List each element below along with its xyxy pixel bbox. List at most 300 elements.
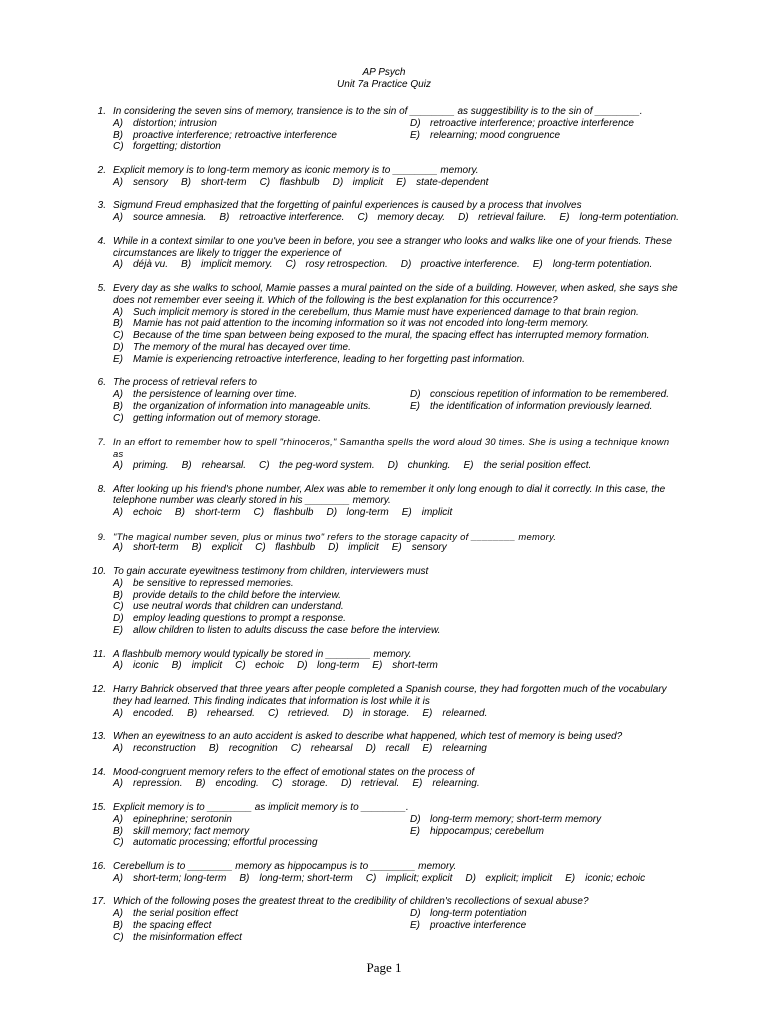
page-subtitle: Unit 7a Practice Quiz xyxy=(337,79,431,90)
option-text: the serial position effect xyxy=(133,908,239,920)
option-letter: D) xyxy=(387,459,399,471)
option-letter: D) xyxy=(458,212,469,224)
answer-option xyxy=(410,401,700,413)
question-item xyxy=(90,377,680,424)
question-item xyxy=(90,531,680,555)
option-text: use neutral words that children can understand. xyxy=(133,601,344,613)
option-letter: C) xyxy=(259,176,271,188)
option-text: implicit xyxy=(191,660,223,672)
answer-option xyxy=(396,177,488,188)
option-text: encoded. xyxy=(133,707,175,719)
option-letter: B) xyxy=(187,707,198,719)
option-letter: A) xyxy=(113,259,123,271)
question-number: 2. xyxy=(97,164,106,176)
option-letter: D) xyxy=(340,778,352,790)
answer-option xyxy=(328,542,379,553)
option-letter: B) xyxy=(239,872,250,884)
answer-option xyxy=(410,932,700,944)
answer-option xyxy=(113,318,680,330)
option-letter: B) xyxy=(113,919,123,931)
option-text: getting information out of memory storage. xyxy=(133,412,321,424)
page-header xyxy=(0,67,768,91)
option-text: employ leading questions to prompt a response. xyxy=(133,613,346,625)
answer-option xyxy=(113,307,680,319)
option-text: storage. xyxy=(291,778,328,790)
option-text: short-term xyxy=(392,660,438,672)
option-letter: C) xyxy=(235,660,246,672)
answer-option xyxy=(172,660,223,671)
option-text: retrieved. xyxy=(287,707,330,719)
question-number: 10. xyxy=(92,566,106,578)
answer-options xyxy=(90,743,680,755)
option-letter: A) xyxy=(113,176,123,188)
answer-option xyxy=(113,837,410,849)
option-text: retrieval. xyxy=(360,778,400,790)
answer-option xyxy=(365,743,409,754)
question-text: Cerebellum is to ________ memory as hippocampus is to ________ memory. xyxy=(113,861,457,872)
option-text: déjà vu. xyxy=(133,259,169,271)
answer-option xyxy=(113,908,410,920)
option-letter: E) xyxy=(565,872,576,884)
option-text: long-term potentiation xyxy=(430,908,527,920)
answer-option xyxy=(259,460,375,471)
option-letter: C) xyxy=(113,141,124,153)
answer-option xyxy=(113,354,680,366)
option-letter: E) xyxy=(412,778,423,790)
option-text: automatic processing; effortful processing xyxy=(133,837,318,849)
option-text: repression. xyxy=(133,778,183,790)
answer-option xyxy=(113,814,410,826)
option-text: The memory of the mural has decayed over time. xyxy=(133,341,351,353)
option-text: explicit; implicit xyxy=(485,872,553,884)
answer-option xyxy=(113,613,680,625)
question-stem xyxy=(90,165,680,177)
answer-option xyxy=(195,778,258,789)
answer-option xyxy=(465,873,552,884)
option-letter: B) xyxy=(181,176,192,188)
answer-option xyxy=(410,908,700,920)
answer-options xyxy=(90,660,680,672)
question-stem xyxy=(90,377,680,389)
answer-options xyxy=(90,542,680,554)
question-number: 1. xyxy=(97,106,106,117)
option-letter: E) xyxy=(422,707,433,719)
answer-option xyxy=(410,814,700,826)
option-text: skill memory; fact memory xyxy=(133,825,250,837)
option-text: short-term xyxy=(133,542,179,554)
option-letter: D) xyxy=(410,117,421,129)
option-text: hippocampus; cerebellum xyxy=(430,825,544,837)
answer-option xyxy=(392,542,447,553)
option-letter: B) xyxy=(181,459,192,471)
option-letter: A) xyxy=(113,778,123,790)
option-letter: E) xyxy=(113,353,123,365)
question-stem xyxy=(90,484,680,508)
option-letter: D) xyxy=(326,507,338,519)
option-letter: C) xyxy=(267,707,279,719)
answer-option xyxy=(235,660,284,671)
question-number: 17. xyxy=(92,896,106,908)
answer-option xyxy=(192,542,243,553)
answer-option xyxy=(412,778,479,789)
answer-option xyxy=(209,743,278,754)
option-text: relearning xyxy=(442,743,487,755)
option-text: provide details to the child before the interview. xyxy=(133,589,341,601)
option-text: sensory xyxy=(411,542,447,554)
answer-option xyxy=(402,507,453,518)
option-text: short-term; long-term xyxy=(133,872,227,884)
question-number: 4. xyxy=(97,235,106,247)
answer-option xyxy=(113,625,680,637)
option-text: rehearsal. xyxy=(201,459,247,471)
option-letter: A) xyxy=(113,707,123,719)
answer-option xyxy=(113,389,410,401)
question-text: Explicit memory is to long-term memory as iconic memory is to ________ memory. xyxy=(113,164,479,176)
question-item xyxy=(90,649,680,673)
answer-option xyxy=(113,460,169,471)
question-text: Explicit memory is to ________ as implicit memory is to ________. xyxy=(113,802,409,814)
option-text: rehearsal xyxy=(310,743,353,755)
option-letter: D) xyxy=(113,613,124,625)
option-letter: B) xyxy=(195,778,206,790)
question-stem xyxy=(90,283,680,307)
question-stem xyxy=(90,436,680,460)
option-text: reconstruction xyxy=(133,743,196,755)
option-text: short-term xyxy=(194,507,241,519)
answer-option xyxy=(410,920,700,932)
option-letter: C) xyxy=(255,542,266,554)
question-item xyxy=(90,200,680,224)
answer-option xyxy=(113,542,179,553)
answer-option xyxy=(113,660,159,671)
option-letter: A) xyxy=(113,813,123,825)
answer-option xyxy=(565,873,645,884)
option-letter: A) xyxy=(113,389,123,401)
option-letter: B) xyxy=(113,318,123,330)
option-letter: D) xyxy=(328,542,339,554)
answer-option xyxy=(181,259,272,270)
answer-option xyxy=(113,578,680,590)
option-text: retrieval failure. xyxy=(478,212,547,224)
answer-option xyxy=(272,778,328,789)
answer-option xyxy=(410,130,700,142)
answer-options xyxy=(90,259,680,271)
option-text: implicit xyxy=(352,176,384,188)
option-letter: A) xyxy=(113,577,123,589)
answer-option xyxy=(239,873,352,884)
option-letter: B) xyxy=(208,743,219,755)
option-letter: C) xyxy=(285,259,297,271)
question-item xyxy=(90,767,680,791)
answer-options xyxy=(90,389,680,424)
option-letter: D) xyxy=(465,872,476,884)
option-text: encoding. xyxy=(215,778,259,790)
answer-option xyxy=(533,259,653,270)
answer-option xyxy=(219,212,344,223)
option-text: the spacing effect xyxy=(133,919,212,931)
question-stem xyxy=(90,106,680,118)
answer-options xyxy=(90,873,680,885)
option-text: long-term memory; short-term memory xyxy=(430,813,602,825)
option-letter: C) xyxy=(259,459,270,471)
option-letter: E) xyxy=(532,259,543,271)
option-letter: A) xyxy=(113,459,123,471)
answer-option xyxy=(113,130,410,142)
option-text: iconic; echoic xyxy=(585,872,646,884)
answer-option xyxy=(410,118,700,130)
option-text: in storage. xyxy=(362,707,410,719)
option-letter: B) xyxy=(113,400,123,412)
option-letter: C) xyxy=(113,330,124,342)
option-letter: B) xyxy=(181,259,192,271)
answer-options xyxy=(90,507,680,519)
option-text: Mamie has not paid attention to the incoming information so it was not encoded into long-term memory. xyxy=(133,318,589,330)
answer-option xyxy=(113,342,680,354)
answer-option xyxy=(113,401,410,413)
option-text: implicit xyxy=(421,507,453,519)
question-item xyxy=(90,684,680,719)
option-letter: E) xyxy=(410,400,420,412)
option-letter: B) xyxy=(191,542,202,554)
answer-option xyxy=(113,778,182,789)
answer-option xyxy=(297,660,359,671)
option-letter: B) xyxy=(113,589,123,601)
answer-option xyxy=(422,708,487,719)
answer-option xyxy=(291,743,353,754)
option-text: long-term xyxy=(317,660,360,672)
question-text: A flashbulb memory would typically be stored in ________ memory. xyxy=(113,648,412,660)
question-item xyxy=(90,436,680,471)
question-item xyxy=(90,283,680,366)
option-letter: E) xyxy=(463,459,474,471)
question-stem xyxy=(90,896,680,908)
option-letter: C) xyxy=(113,837,124,849)
option-letter: E) xyxy=(401,507,412,519)
option-text: the misinformation effect xyxy=(133,931,242,943)
option-letter: B) xyxy=(174,507,185,519)
option-letter: E) xyxy=(410,825,420,837)
answer-option xyxy=(113,920,410,932)
answer-option xyxy=(268,708,330,719)
question-text: While in a context similar to one you've been in before, you see a stranger who looks and walks like one of your friends. These circumstances are likely to trigger the experience of xyxy=(113,235,672,259)
page-number: Page 1 xyxy=(366,960,402,975)
question-stem xyxy=(90,767,680,779)
question-text: The process of retrieval refers to xyxy=(113,377,257,389)
answer-option xyxy=(388,460,451,471)
option-letter: A) xyxy=(113,306,123,318)
question-number: 15. xyxy=(92,802,106,814)
answer-option xyxy=(113,743,196,754)
answer-option xyxy=(182,460,246,471)
answer-option xyxy=(366,873,453,884)
answer-options xyxy=(90,908,680,943)
question-text: Which of the following poses the greatest threat to the credibility of children's recollections of sexual abuse? xyxy=(113,896,589,908)
option-letter: D) xyxy=(410,908,421,920)
option-letter: D) xyxy=(410,813,421,825)
answer-option xyxy=(187,708,255,719)
answer-option xyxy=(113,177,168,188)
option-text: relearned. xyxy=(442,707,488,719)
answer-option xyxy=(113,118,410,130)
option-letter: C) xyxy=(253,507,265,519)
option-text: the persistence of learning over time. xyxy=(133,389,297,401)
answer-option xyxy=(113,330,680,342)
answer-options xyxy=(90,778,680,790)
option-text: proactive interference; retroactive interference xyxy=(133,129,337,141)
answer-option xyxy=(286,259,388,270)
option-text: rehearsed. xyxy=(207,707,255,719)
question-text: In considering the seven sins of memory, transience is to the sin of ________ as suggestibility is to the sin of ________. xyxy=(113,106,643,117)
option-letter: A) xyxy=(113,660,123,672)
option-text: the serial position effect. xyxy=(483,459,592,471)
option-text: recall xyxy=(385,743,410,755)
question-text: To gain accurate eyewitness testimony from children, interviewers must xyxy=(113,566,429,578)
answer-option xyxy=(343,708,410,719)
option-text: Mamie is experiencing retroactive interference, leading to her forgetting past information. xyxy=(133,353,525,365)
option-letter: A) xyxy=(113,542,123,554)
option-text: Because of the time span between being exposed to the mural, the spacing effect has interrupted memory formation. xyxy=(133,330,650,342)
option-letter: E) xyxy=(422,743,433,755)
option-text: proactive interference. xyxy=(420,259,520,271)
option-letter: D) xyxy=(365,743,376,755)
answer-option xyxy=(357,212,445,223)
option-text: priming. xyxy=(133,459,169,471)
answer-options xyxy=(90,578,680,637)
answer-option xyxy=(253,507,313,518)
question-text: Harry Bahrick observed that three years after people completed a Spanish course, they had forgotten much of the vocabulary they had learned. This finding indicates that information is lost while it is xyxy=(113,684,667,707)
option-text: be sensitive to repressed memories. xyxy=(133,577,294,589)
option-letter: B) xyxy=(113,129,123,141)
answer-option xyxy=(181,177,247,188)
option-letter: E) xyxy=(113,625,123,637)
question-item xyxy=(90,106,680,153)
question-stem xyxy=(90,802,680,814)
option-letter: B) xyxy=(219,212,230,224)
answer-option xyxy=(113,932,410,944)
answer-option xyxy=(113,590,680,602)
option-text: conscious repetition of information to be remembered. xyxy=(430,389,670,401)
option-text: flashbulb xyxy=(279,176,320,188)
question-stem xyxy=(90,200,680,212)
option-text: relearning; mood congruence xyxy=(430,129,561,141)
option-text: retroactive interference; proactive interference xyxy=(430,117,634,129)
option-letter: A) xyxy=(113,908,123,920)
answer-option xyxy=(175,507,241,518)
question-number: 12. xyxy=(92,684,106,696)
option-letter: A) xyxy=(113,507,123,519)
option-text: flashbulb xyxy=(275,542,316,554)
answer-option xyxy=(113,259,168,270)
question-stem xyxy=(90,861,680,873)
question-stem xyxy=(90,531,680,543)
option-text: explicit xyxy=(211,542,243,554)
answer-option xyxy=(333,177,384,188)
option-letter: D) xyxy=(332,176,344,188)
option-text: short-term xyxy=(201,176,247,188)
question-item xyxy=(90,484,680,519)
question-number: 11. xyxy=(92,648,106,660)
answer-option xyxy=(410,413,700,425)
question-text: Sigmund Freud emphasized that the forgetting of painful experiences is caused by a process that involves xyxy=(113,200,582,212)
option-text: source amnesia. xyxy=(133,212,207,224)
option-text: Such implicit memory is stored in the cerebellum, thus Mamie must have experienced damage to that brain region. xyxy=(133,306,639,318)
answer-option xyxy=(341,778,399,789)
option-letter: C) xyxy=(113,601,124,613)
option-letter: E) xyxy=(410,919,420,931)
option-text: implicit xyxy=(348,542,379,554)
option-letter: B) xyxy=(171,660,182,672)
answer-option xyxy=(559,212,679,223)
question-item xyxy=(90,861,680,885)
answer-option xyxy=(113,708,174,719)
page-title: AP Psych xyxy=(362,67,406,78)
question-text: "The magical number seven, plus or minus two" refers to the storage capacity of ________ memory. xyxy=(113,530,557,542)
option-letter: A) xyxy=(113,117,123,129)
question-item xyxy=(90,236,680,271)
option-letter: D) xyxy=(400,259,412,271)
option-text: relearning. xyxy=(432,778,480,790)
option-text: the organization of information into manageable units. xyxy=(133,400,371,412)
option-letter: E) xyxy=(396,176,407,188)
option-text: chunking. xyxy=(407,459,451,471)
option-text: forgetting; distortion xyxy=(133,141,221,153)
option-text: echoic xyxy=(255,660,285,672)
option-text: long-term potentiation. xyxy=(579,212,679,224)
question-number: 16. xyxy=(92,861,106,872)
option-letter: D) xyxy=(297,660,308,672)
answer-options xyxy=(90,460,680,472)
question-number: 6. xyxy=(97,377,106,389)
option-text: rosy retrospection. xyxy=(305,259,388,271)
option-text: memory decay. xyxy=(377,212,446,224)
option-text: epinephrine; serotonin xyxy=(133,813,232,825)
answer-option xyxy=(255,542,315,553)
option-letter: D) xyxy=(342,707,354,719)
answer-option xyxy=(372,660,438,671)
answer-options xyxy=(90,307,680,366)
answer-option xyxy=(422,743,486,754)
option-text: long-term potentiation. xyxy=(552,259,653,271)
answer-options xyxy=(90,708,680,720)
question-item xyxy=(90,731,680,755)
option-text: allow children to listen to adults discuss the case before the interview. xyxy=(133,625,441,637)
option-text: iconic xyxy=(133,660,159,672)
question-number: 13. xyxy=(92,731,106,743)
option-letter: E) xyxy=(410,129,420,141)
answer-option xyxy=(458,212,546,223)
question-item xyxy=(90,165,680,189)
answer-option xyxy=(113,873,226,884)
option-text: retroactive interference. xyxy=(239,212,345,224)
option-letter: C) xyxy=(290,743,302,755)
question-text: In an effort to remember how to spell "rhinoceros," Samantha spells the word aloud 30 times. She is using a technique known as xyxy=(113,436,670,460)
option-text: implicit; explicit xyxy=(385,872,453,884)
question-stem xyxy=(90,236,680,260)
question-item xyxy=(90,896,680,943)
option-letter: A) xyxy=(113,872,123,884)
question-number: 5. xyxy=(97,282,106,294)
answer-options xyxy=(90,814,680,849)
option-text: flashbulb xyxy=(273,507,314,519)
option-letter: D) xyxy=(113,341,124,353)
option-letter: C) xyxy=(113,412,124,424)
option-text: sensory xyxy=(133,176,169,188)
question-number: 3. xyxy=(97,200,106,212)
answer-option xyxy=(410,837,700,849)
answer-option xyxy=(113,413,410,425)
question-number: 7. xyxy=(97,436,106,448)
answer-option xyxy=(113,601,680,613)
